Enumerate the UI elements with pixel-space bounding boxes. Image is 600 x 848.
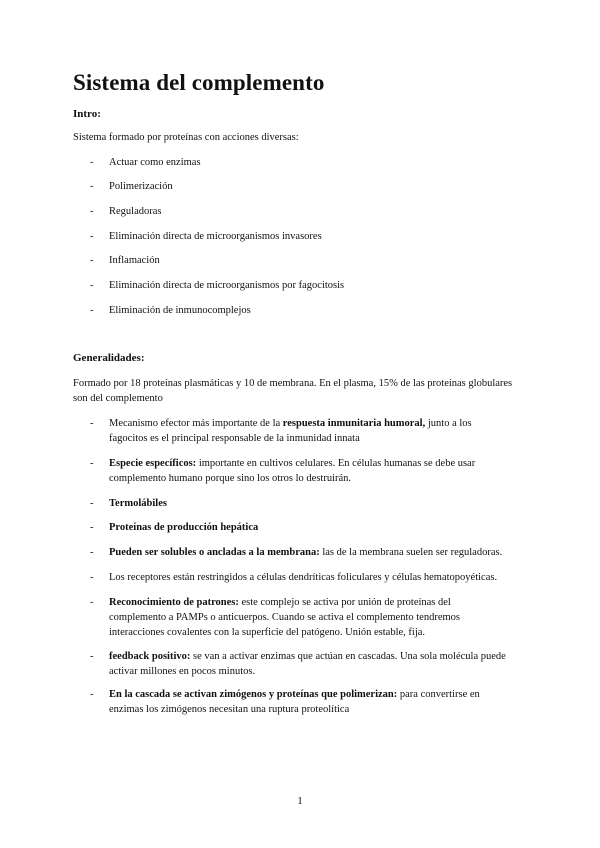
intro-text: Sistema formado por proteínas con acciones diversas: [73, 132, 299, 143]
intro-heading: Intro: [73, 108, 101, 120]
generalidades-heading: Generalidades: [73, 352, 145, 364]
document-page: Sistema del complemento Intro: Sistema formado por proteínas con acciones diversas: - Actuar como enzimas - Polimerización - Reguladoras - Eliminación directa de microorganismos invasores - Inflamación - Eliminación directa de microorganismos por fagocitosis - Eliminación de inmunocomplejos Generalidades: Formado por 18 proteínas plasmáticas y 10 de membrana. En el plasma, 15% de las proteínas globulares son del complemento - Mecanismo efector más importante de la respuesta inmunitaria humoral, junto a los fagocitos es el principal responsable de la inmunidad innata - Especie específicos: importante en cultivos celulares. En células humanas se debe usar complemento humano porque sino los otros lo destruirán. - Termolábiles - Proteínas de producción hepática - Pueden ser solubles o ancladas a la membrana: las de la membrana suelen ser reguladoras. - Los receptores están restringidos a células dendríticas foliculares y células hematopoyéticas. - Reconocimiento de patrones: este complejo se activa por unión de proteínas del complemento a PAMPs o anticuerpos. Cuando se activa el complemento tendremos interacciones covalentes con la superficie del patógeno. Unión estable, fija. - feedback positivo: se van a activar enzimas que actúan en cascadas. Una sola molécula puede activar millones en pocos minutos. - En la cascada se activan zimógenos y proteínas que polimerizan: para convertirse en enzimas los zimógenos necesitan una ruptura proteolítica 1 [0, 0, 600, 848]
page-number: 1 [297, 795, 303, 807]
generalidades-text: Formado por 18 proteínas plasmáticas y 10 de membrana. En el plasma, 15% de las proteínas globulares son del complemento [73, 378, 513, 404]
page-title: Sistema del complemento [73, 70, 325, 95]
